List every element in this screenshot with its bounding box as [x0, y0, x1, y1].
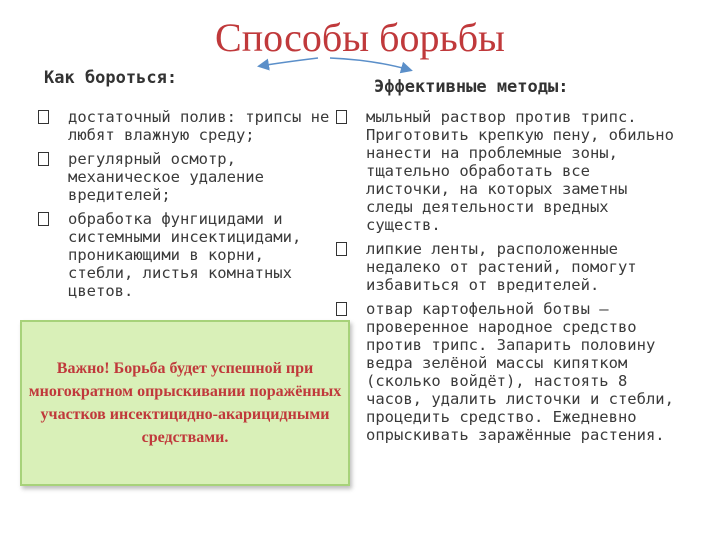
list-item-text: достаточный полив: трипсы не любят влажную среду;: [68, 108, 330, 144]
left-heading: Как бороться:: [44, 68, 178, 88]
callout-text: Важно! Борьба будет успешной при многократном опрыскивании поражённых участков инсектицидно-акарицидными средствами.: [28, 360, 342, 446]
list-item: [38, 108, 338, 144]
important-callout: [20, 320, 350, 486]
list-item-text: липкие ленты, расположенные недалеко от растений, помогут избавиться от вредителей.: [366, 240, 637, 294]
list-item: [336, 108, 681, 234]
bullet-box-icon: [336, 302, 347, 316]
bullet-box-icon: [336, 242, 347, 256]
list-item-text: отвар картофельной ботвы – проверенное народное средство против трипс. Запарить половину ведра зелёной массы кипятком (сколько войдёт), настоять 8 часов, удалить листочки и стебли, процедить средство. Ежедневно опрыскивать заражённые растения.: [366, 300, 674, 444]
list-item-text: обработка фунгицидами и системными инсектицидами, проникающими в корни, стебли, листья комнатных цветов.: [68, 210, 302, 300]
right-bullet-list: [336, 108, 681, 450]
slide-title: Способы борьбы: [215, 15, 505, 60]
list-item: [336, 240, 681, 294]
bullet-box-icon: [336, 110, 347, 124]
bullet-box-icon: [38, 110, 49, 124]
bullet-box-icon: [38, 152, 49, 166]
list-item: [38, 210, 338, 300]
right-heading: Эффективные методы:: [374, 77, 569, 97]
list-item-text: регулярный осмотр, механическое удаление вредителей;: [68, 150, 264, 204]
list-item: [336, 300, 681, 444]
list-item: [38, 150, 338, 204]
list-item-text: мыльный раствор против трипс. Приготовить крепкую пену, обильно нанести на проблемные зоны, тщательно обработать все листочки, на которых заметны следы деятельности вредных существ.: [366, 108, 674, 234]
bullet-box-icon: [38, 212, 49, 226]
left-bullet-list: [38, 108, 338, 306]
